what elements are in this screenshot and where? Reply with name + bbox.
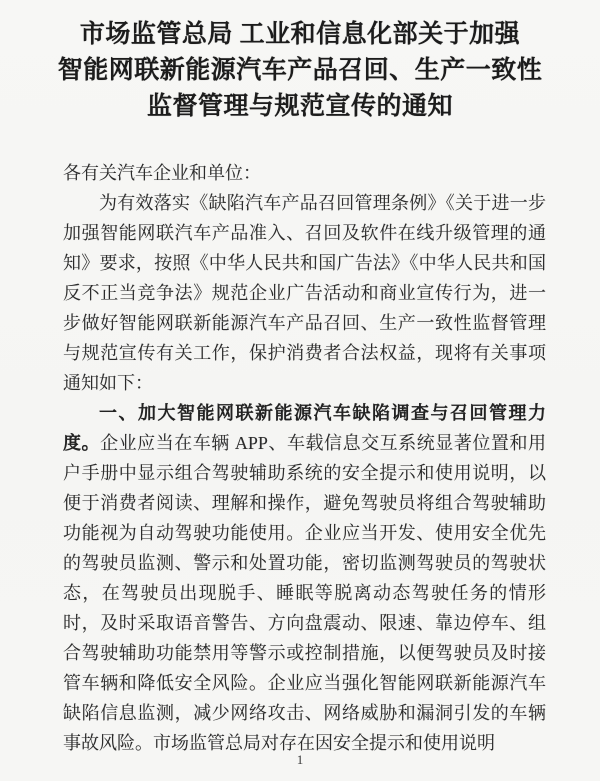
paragraph-section-1: [63, 398, 546, 758]
salutation: 各有关汽车企业和单位：: [63, 163, 261, 183]
document-body: [0, 158, 600, 758]
title-line-1: 市场监管总局 工业和信息化部关于加强: [79, 21, 521, 48]
title-line-3: 监督管理与规范宣传的通知: [146, 93, 453, 120]
section-1-text: 企业应当在车辆 APP、车载信息交互系统显著位置和用户手册中显示组合驾驶辅助系统的安全提示和使用说明，以便于消费者阅读、理解和操作，避免驾驶员将组合驾驶辅助功能视为自动驾驶功能使用。企业应当开发、使用安全优先的驾驶员监测、警示和处置功能，密切监测驾驶员的驾驶状态，在驾驶员出现脱手、睡眠等脱离动态驾驶任务的情形时，及时采取语音警告、方向盘震动、限速、靠边停车、组合驾驶辅助功能禁用等警示或控制措施，以便驾驶员及时接管车辆和降低安全风险。企业应当强化智能网联新能源汽车缺陷信息监测，减少网络攻击、网络威胁和漏洞引发的车辆事故风险。市场监管总局对存在因安全提示和使用说明: [63, 433, 546, 753]
page-number: 1: [296, 752, 304, 767]
section-1-heading: 一、加大智能网联新能源汽车缺陷调查与召回管理力度。: [63, 403, 546, 453]
document-title: [0, 17, 600, 125]
paragraph-intro: 为有效落实《缺陷汽车产品召回管理条例》《关于进一步加强智能网联汽车产品准入、召回及软件在线升级管理的通知》要求，按照《中华人民共和国广告法》《中华人民共和国反不正当竞争法》规范企业广告活动和商业宣传行为，进一步做好智能网联新能源汽车产品召回、生产一致性监督管理与规范宣传有关工作，保护消费者合法权益，现将有关事项通知如下：: [63, 193, 546, 393]
title-line-2: 智能网联新能源汽车产品召回、生产一致性: [57, 57, 543, 84]
